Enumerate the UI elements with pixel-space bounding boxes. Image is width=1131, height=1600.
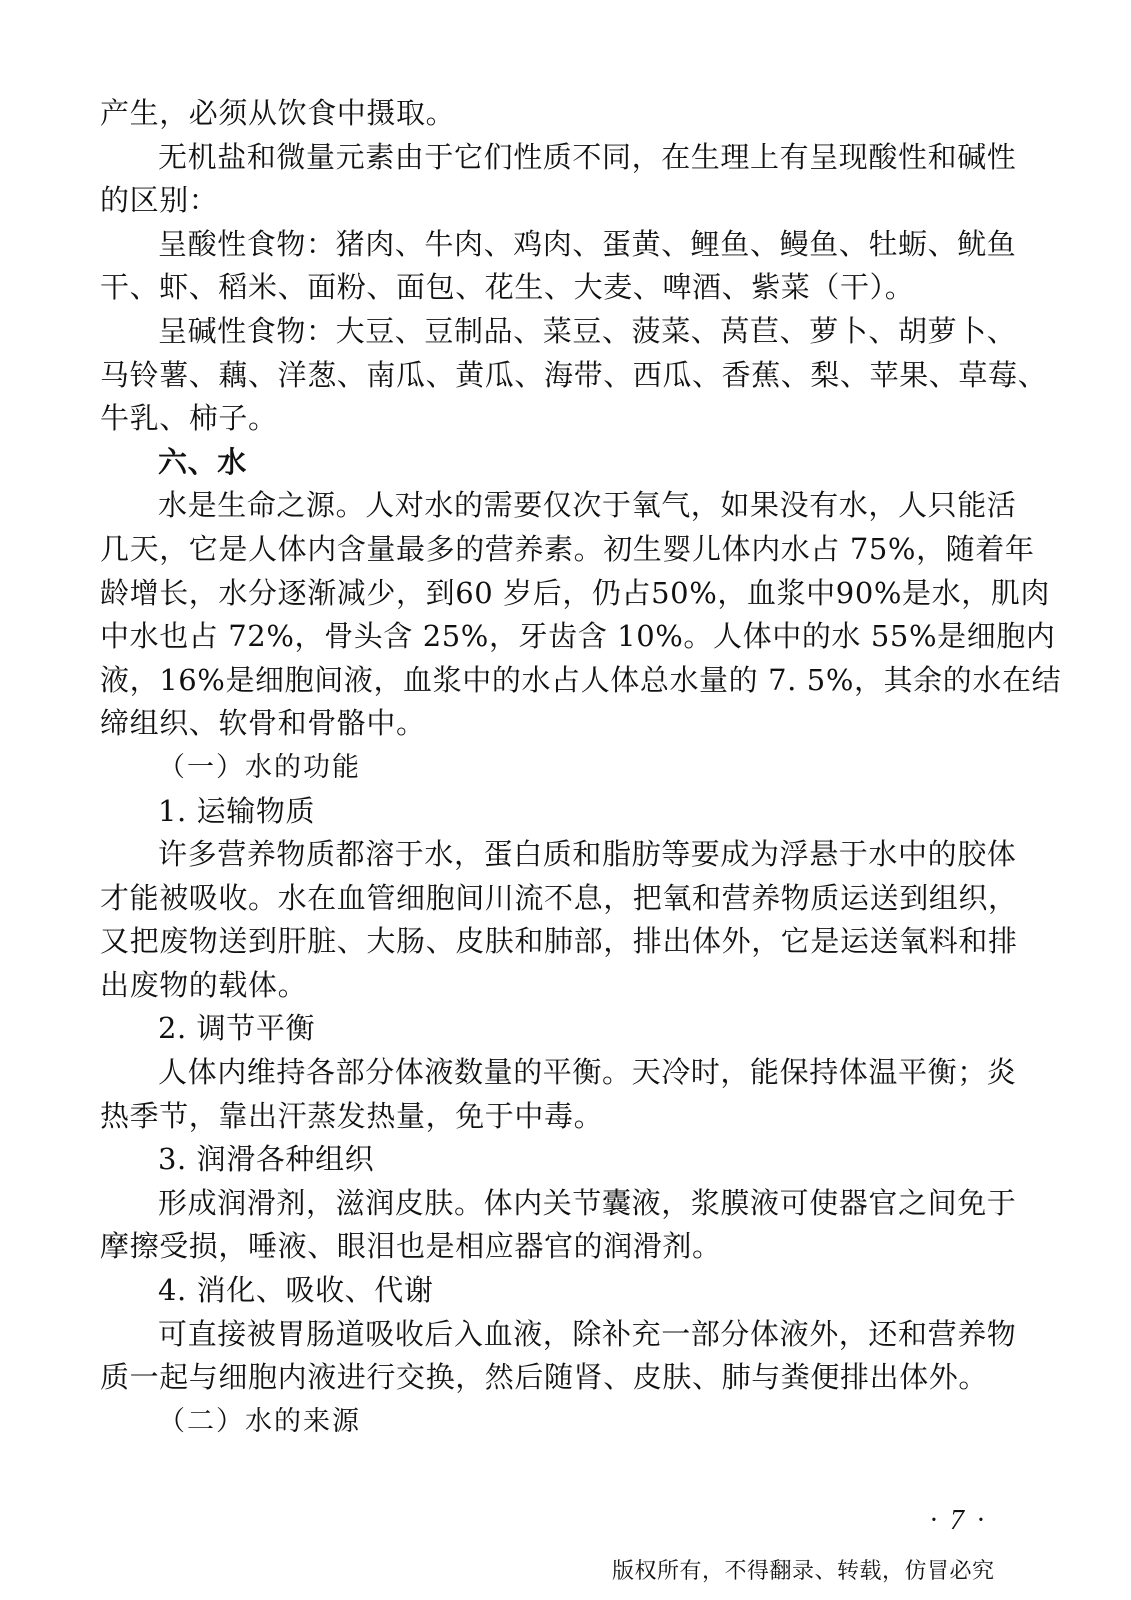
- text-line: 产生，必须从饮食中摄取。: [100, 96, 456, 130]
- text-line: 几天，它是人体内含量最多的营养素。初生婴儿体内水占 75%，随着年: [100, 531, 1035, 566]
- text-line: 呈碱性食物：大豆、豆制品、菜豆、菠菜、莴苣、萝卜、胡萝卜、: [158, 313, 1017, 348]
- text-line: 出废物的载体。: [100, 967, 308, 1002]
- text-line: 中水也占 72%，骨头含 25%，牙齿含 10%。人体中的水 55%是细胞内: [100, 619, 1056, 654]
- text-line: 牛乳、柿子。: [100, 401, 278, 436]
- text-line: 的区别：: [100, 183, 219, 218]
- text-line: 2. 调节平衡: [158, 1011, 316, 1046]
- text-line: 水是生命之源。人对水的需要仅次于氧气，如果没有水，人只能活: [158, 488, 1017, 523]
- text-line: 形成润滑剂，滋润皮肤。体内关节囊液，浆膜液可使器官之间免于: [158, 1185, 1017, 1220]
- text-line: 又把废物送到肝脏、大肠、皮肤和肺部，排出体外，它是运送氧料和排: [100, 924, 1018, 959]
- section-heading: （二）水的来源: [158, 1405, 361, 1437]
- text-line: 质一起与细胞内液进行交换，然后随肾、皮肤、肺与粪便排出体外。: [100, 1360, 989, 1395]
- text-line: 许多营养物质都溶于水，蛋白质和脂肪等要成为浮悬于水中的胶体: [158, 837, 1017, 872]
- text-line: 干、虾、稻米、面粉、面包、花生、大麦、啤酒、紫菜（干）。: [100, 270, 915, 305]
- text-line: 缔组织、软骨和骨骼中。: [100, 706, 426, 741]
- section-heading: （一）水的功能: [158, 751, 361, 783]
- text-line: 1. 运输物质: [158, 793, 316, 828]
- text-line: 龄增长，水分逐渐减少，到60 岁后，仍占50%，血浆中90%是水，肌肉: [100, 575, 1051, 610]
- text-line: 摩擦受损，唾液、眼泪也是相应器官的润滑剂。: [100, 1229, 722, 1264]
- text-line: 呈酸性食物：猪肉、牛肉、鸡肉、蛋黄、鲤鱼、鳗鱼、牡蛎、鱿鱼: [158, 226, 1017, 261]
- text-line: 马铃薯、藕、洋葱、南瓜、黄瓜、海带、西瓜、香蕉、梨、苹果、草莓、: [100, 357, 1048, 392]
- text-line: 热季节，靠出汗蒸发热量，免于中毒。: [100, 1098, 604, 1133]
- text-line: 液，16%是细胞间液，血浆中的水占人体总水量的 7. 5%，其余的水在结: [100, 662, 1062, 697]
- page-number: · 7 ·: [930, 1505, 987, 1536]
- text-line: 4. 消化、吸收、代谢: [158, 1273, 434, 1308]
- page-body: [100, 92, 1062, 1443]
- text-line: 才能被吸收。水在血管细胞间川流不息，把氧和营养物质运送到组织，: [100, 880, 1018, 915]
- copyright-notice: 版权所有，不得翻录、转载，仿冒必究: [612, 1559, 995, 1584]
- section-heading: 六、水: [158, 444, 247, 479]
- text-line: 可直接被胃肠道吸收后入血液，除补充一部分体液外，还和营养物: [158, 1316, 1017, 1351]
- text-line: 3. 润滑各种组织: [158, 1142, 375, 1177]
- text-line: 人体内维持各部分体液数量的平衡。天冷时，能保持体温平衡；炎: [158, 1055, 1017, 1090]
- text-line: 无机盐和微量元素由于它们性质不同，在生理上有呈现酸性和碱性: [158, 139, 1017, 174]
